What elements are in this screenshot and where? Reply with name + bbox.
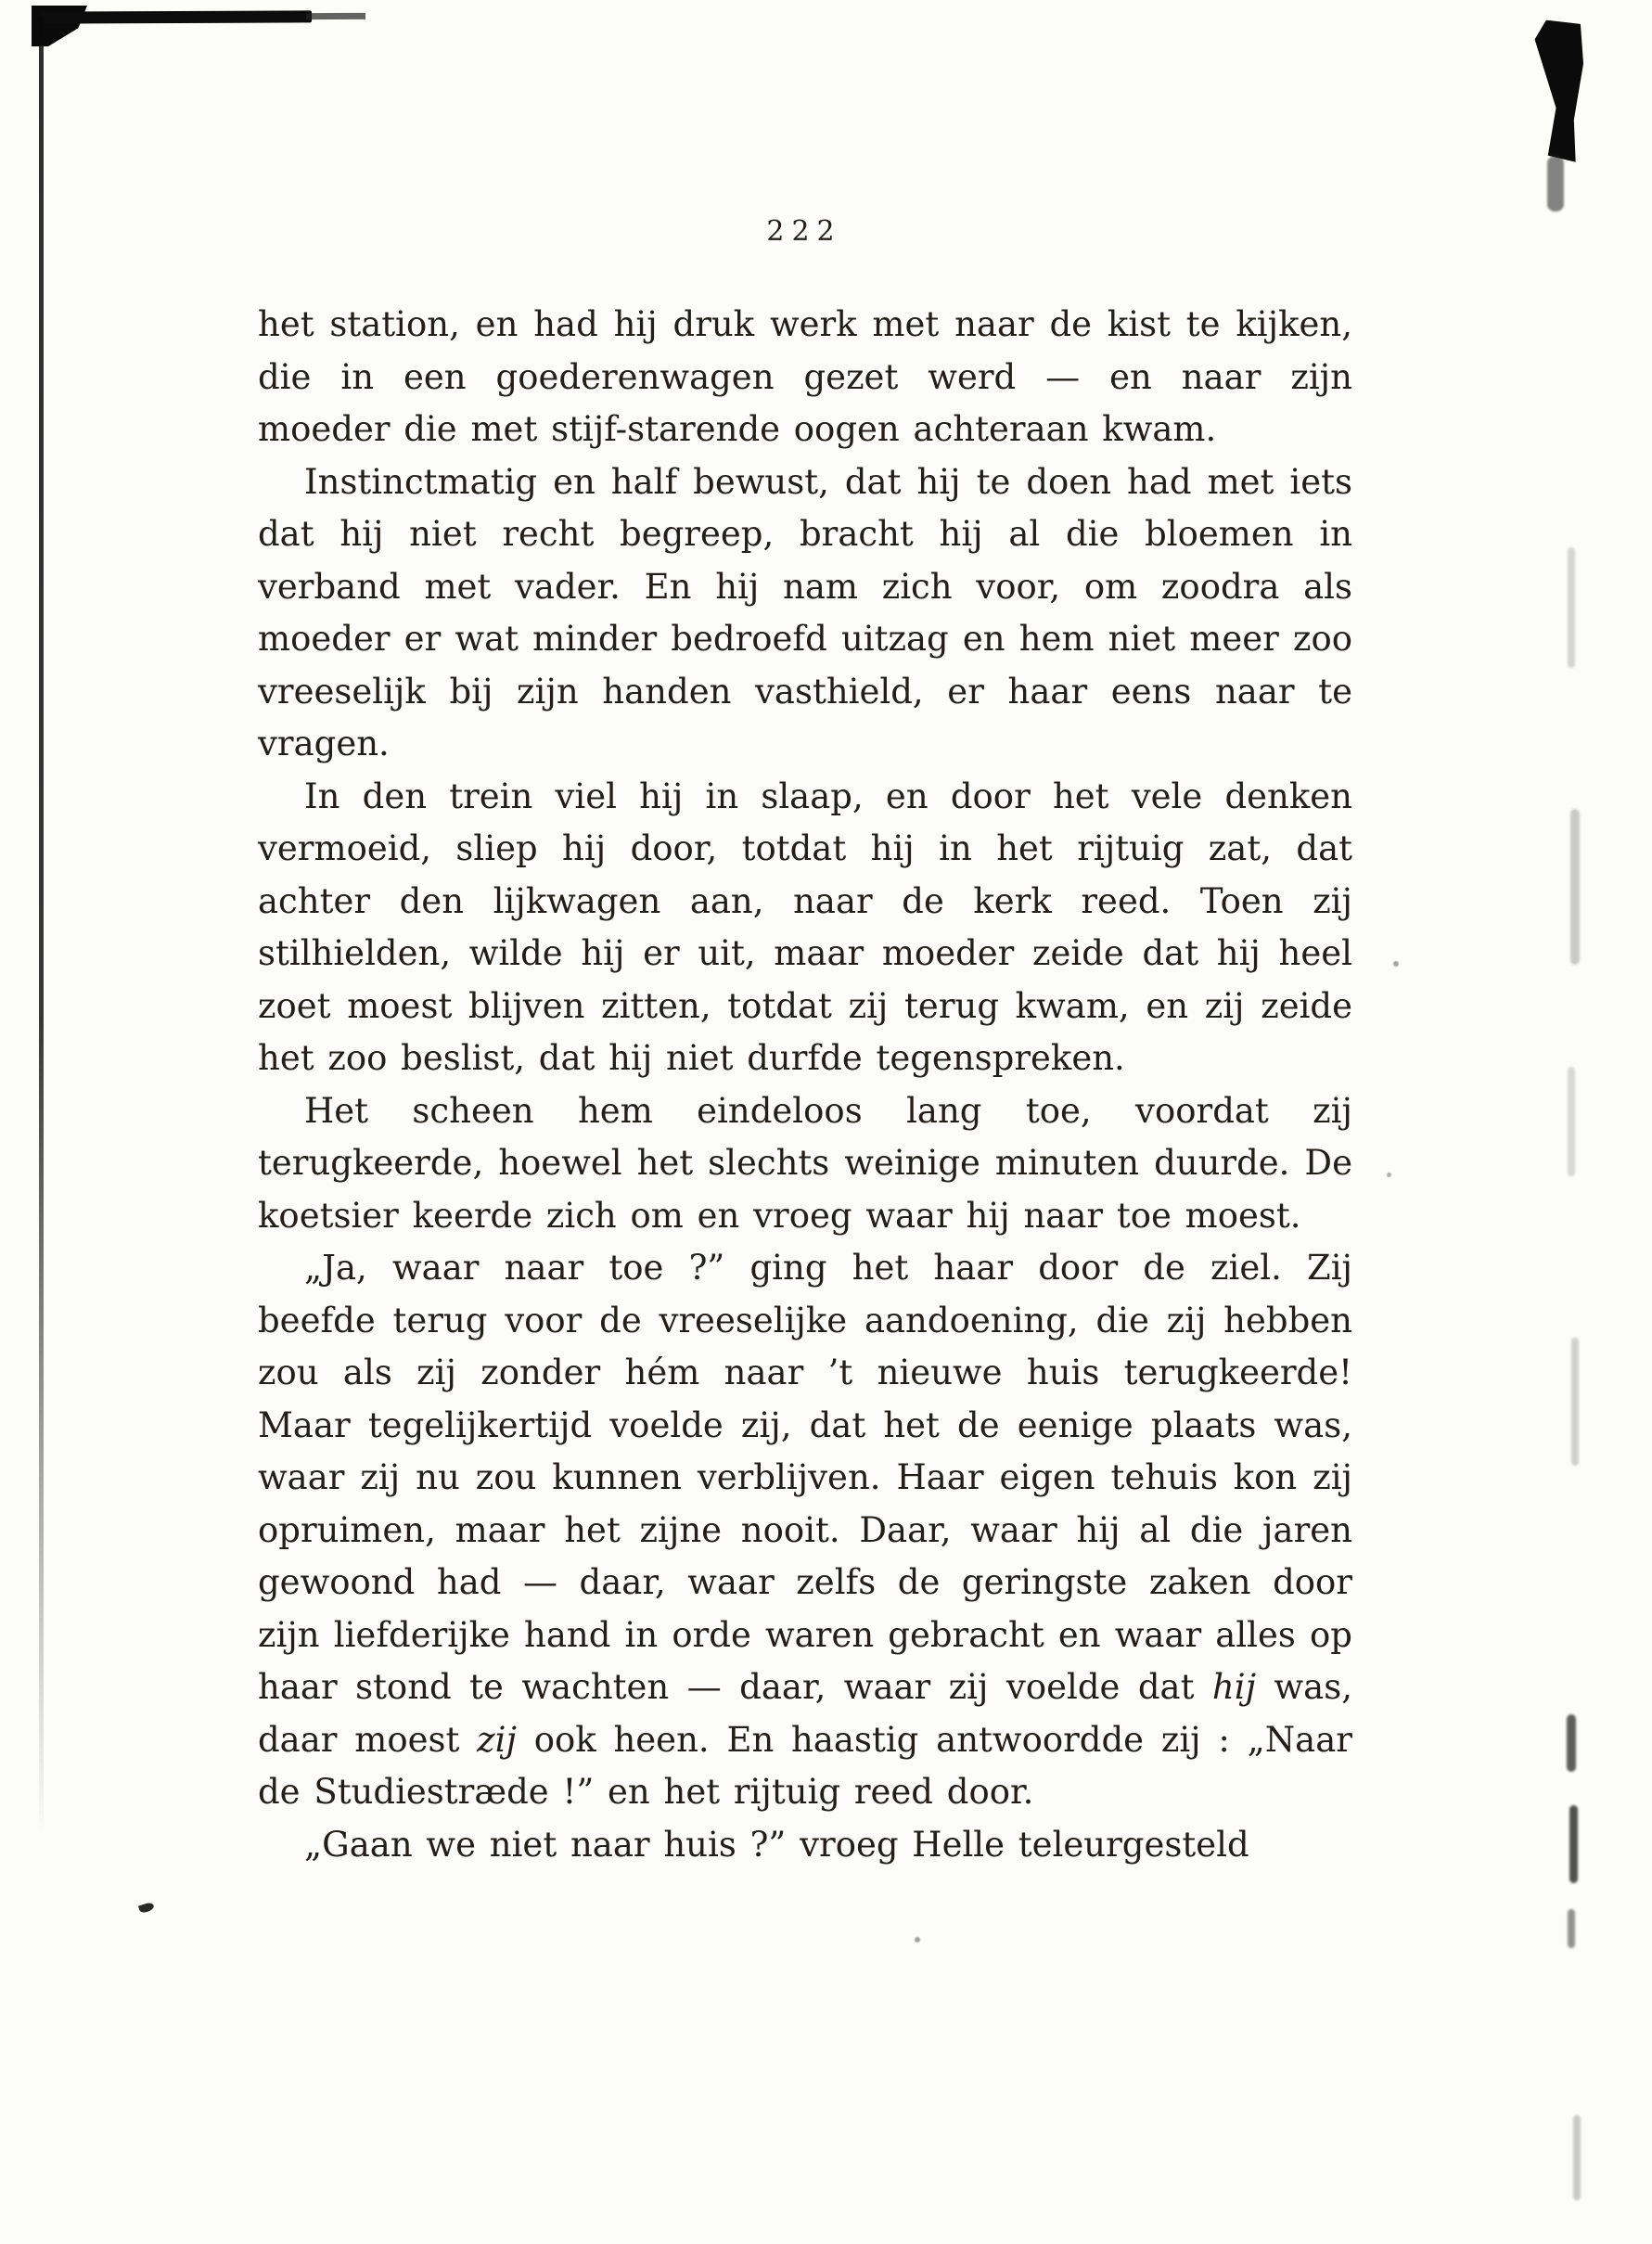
text-segment: In den trein viel hij in slaap, en door het vele denken vermoeid, sliep hij door, totdat hij in het rijtuig zat, dat achter den lijkwagen aan, naar de kerk reed. Toen zij stilhielden, wilde hij er uit, maar moeder zeide dat hij heel zoet moest blijven zitten, totdat zij terug kwam, en zij zeide het zoo beslist, dat hij niet durfde tegenspreken. <box>258 776 1352 1078</box>
italic-text: hij <box>1211 1667 1257 1707</box>
scan-artifact-corner-block <box>32 6 87 46</box>
text-segment: het station, en had hij druk werk met naar de kist te kijken, die in een goederenwagen gezet werd — en naar zijn moeder die met stijf-starende oogen achteraan kwam. <box>258 304 1352 449</box>
italic-text: zij <box>477 1719 517 1760</box>
text-segment: „Ja, waar naar toe ?” ging het haar door de ziel. Zij beefde terug voor de vreeselijke aandoening, die zij hebben zou als zij zonder hém naar ’t nieuwe huis terugkeerde! Maar tegelijkertijd voelde zij, dat het de eenige plaats was, waar zij nu zou kunnen verblijven. Haar eigen tehuis kon zij opruimen, maar het zijne nooit. Daar, waar hij al die jaren gewoond had — daar, waar zelfs de geringste zaken door zijn liefderijke hand in orde waren gebracht en waar alles op haar stond te wachten — daar, waar zij voelde dat <box>258 1248 1352 1707</box>
scan-artifact-bottom-tick <box>138 1902 155 1915</box>
scan-smudge <box>1573 2115 1581 2200</box>
scan-smudge <box>1570 809 1580 965</box>
scan-smudge <box>1568 1067 1575 1176</box>
paragraph <box>258 1085 1352 1243</box>
scan-speck <box>1387 1173 1391 1177</box>
page-number: 222 <box>766 215 842 248</box>
scan-artifact-left-edge-line <box>39 17 44 1835</box>
scan-smudge <box>1568 547 1575 668</box>
scan-smudge <box>1568 1909 1575 1948</box>
scan-speck <box>1393 961 1399 967</box>
scan-artifact-top-bar-tip <box>306 13 365 19</box>
paragraph <box>258 456 1352 771</box>
scan-artifact-top-bar <box>41 10 312 23</box>
paragraph <box>258 1242 1352 1819</box>
scan-smudge <box>1567 1714 1576 1772</box>
scan-artifact-top-right-blob <box>1526 19 1584 162</box>
scan-smudge <box>1569 1805 1578 1883</box>
text-segment: ook heen. En haastig antwoordde zij : „Naar de Studiestræde !” en het rijtuig reed door. <box>258 1719 1352 1812</box>
text-segment: was, daar moest <box>258 1667 1352 1760</box>
text-segment: „Gaan we niet naar huis ?” vroeg Helle teleurgesteld <box>304 1824 1249 1865</box>
paragraph <box>258 1819 1352 1872</box>
text-segment: Het scheen hem eindeloos lang toe, voordat zij terugkeerde, hoewel het slechts weinige minuten duurde. De koetsier keerde zich om en vroeg waar hij naar toe moest. <box>258 1090 1352 1236</box>
text-block <box>258 299 1352 1871</box>
scan-smudge <box>1571 1338 1579 1466</box>
paragraph <box>258 771 1352 1085</box>
scan-speck <box>915 1937 920 1943</box>
scan-artifact-top-right-tail <box>1547 156 1564 212</box>
text-segment: Instinctmatig en half bewust, dat hij te doen had met iets dat hij niet recht begreep, bracht hij al die bloemen in verband met vader. En hij nam zich voor, om zoodra als moeder er wat minder bedroefd uitzag en hem niet meer zoo vreeselijk bij zijn handen vasthield, er haar eens naar te vragen. <box>258 461 1352 763</box>
paragraph <box>258 299 1352 456</box>
